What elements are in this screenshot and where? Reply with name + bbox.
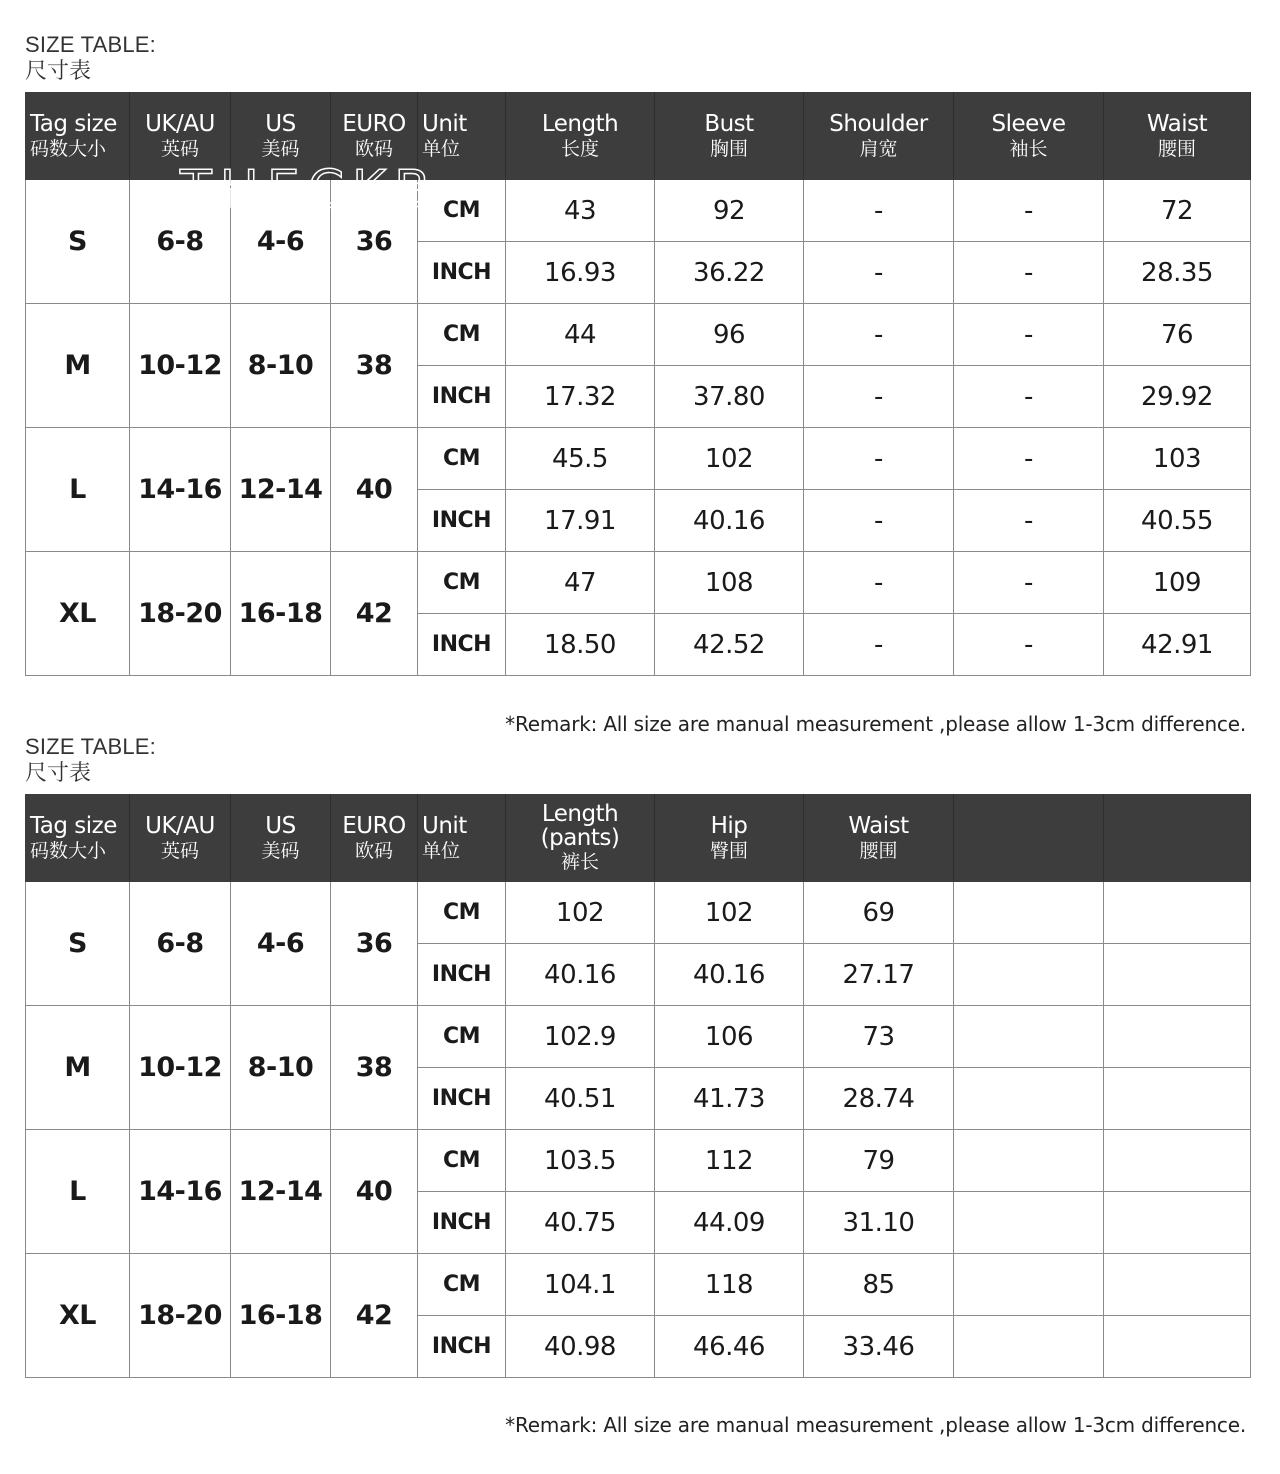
- header-label-en: UK/AU: [145, 813, 215, 839]
- header-label-zh: 腰围: [1157, 138, 1196, 160]
- uk-cell: 6-8: [130, 180, 231, 304]
- header-cell: [954, 93, 1104, 180]
- table-row: [26, 882, 1251, 944]
- remark-1: *Remark: All size are manual measurement ,please allow 1-3cm difference.: [505, 712, 1246, 736]
- us-cell: 12-14: [231, 428, 331, 552]
- value-cell: 46.46: [655, 1316, 804, 1378]
- header-label-en: Length (pants): [540, 801, 620, 851]
- us-cell: 8-10: [231, 1006, 331, 1130]
- value-cell: -: [954, 428, 1104, 490]
- uk-cell: 14-16: [130, 428, 231, 552]
- value-cell: -: [804, 552, 954, 614]
- unit-cell: INCH: [418, 614, 506, 676]
- header-label-zh: 单位: [422, 138, 461, 160]
- value-cell: [954, 1316, 1104, 1378]
- unit-cell: INCH: [418, 242, 506, 304]
- value-cell: 106: [655, 1006, 804, 1068]
- size-table-title-zh: 尺寸表: [25, 59, 92, 84]
- value-cell: [954, 1130, 1104, 1192]
- value-cell: -: [954, 614, 1104, 676]
- header-cell: [804, 795, 954, 882]
- header-cell: [655, 93, 804, 180]
- euro-cell: 42: [331, 552, 418, 676]
- value-cell: 40.16: [655, 944, 804, 1006]
- header-cell: [655, 795, 804, 882]
- header-label-zh: 码数大小: [30, 840, 107, 862]
- unit-cell: INCH: [418, 1316, 506, 1378]
- tag-cell: M: [26, 1006, 130, 1130]
- value-cell: 76: [1104, 304, 1251, 366]
- header-cell: [26, 795, 130, 882]
- tag-cell: M: [26, 304, 130, 428]
- value-cell: 92: [655, 180, 804, 242]
- value-cell: -: [804, 180, 954, 242]
- value-cell: 17.32: [506, 366, 655, 428]
- header-label-zh: 长度: [560, 138, 599, 160]
- unit-cell: CM: [418, 552, 506, 614]
- header-label-zh: 欧码: [354, 840, 393, 862]
- value-cell: -: [954, 490, 1104, 552]
- header-cell: [26, 93, 130, 180]
- tag-cell: L: [26, 1130, 130, 1254]
- uk-cell: 6-8: [130, 882, 231, 1006]
- value-cell: [1104, 1316, 1251, 1378]
- value-cell: 108: [655, 552, 804, 614]
- value-cell: 43: [506, 180, 655, 242]
- value-cell: -: [954, 304, 1104, 366]
- value-cell: [1104, 1130, 1251, 1192]
- size-table-2: [25, 794, 1251, 1378]
- header-label-en: Bust: [704, 111, 754, 137]
- header-cell: [331, 93, 418, 180]
- watermark-logo: THECKB: [180, 160, 438, 220]
- table-row: [26, 428, 1251, 490]
- header-label-zh: 腰围: [859, 840, 898, 862]
- euro-cell: 38: [331, 304, 418, 428]
- header-cell: [506, 795, 655, 882]
- euro-cell: 36: [331, 180, 418, 304]
- value-cell: 44.09: [655, 1192, 804, 1254]
- tag-cell: L: [26, 428, 130, 552]
- tag-cell: S: [26, 882, 130, 1006]
- value-cell: 40.16: [506, 944, 655, 1006]
- value-cell: 41.73: [655, 1068, 804, 1130]
- uk-cell: 10-12: [130, 1006, 231, 1130]
- us-cell: 16-18: [231, 1254, 331, 1378]
- header-label-zh: 胸围: [709, 138, 748, 160]
- table-row: [26, 1006, 1251, 1068]
- header-label-zh: 英码: [160, 840, 199, 862]
- header-cell: [231, 93, 331, 180]
- header-label-en: Shoulder: [829, 111, 928, 137]
- header-cell: [418, 795, 506, 882]
- header-cell: [130, 795, 231, 882]
- value-cell: [954, 1068, 1104, 1130]
- value-cell: 18.50: [506, 614, 655, 676]
- value-cell: [1104, 1254, 1251, 1316]
- unit-cell: INCH: [418, 1068, 506, 1130]
- euro-cell: 36: [331, 882, 418, 1006]
- size-table-title-en: SIZE TABLE:: [25, 734, 156, 759]
- header-label-en: Waist: [1146, 111, 1208, 137]
- euro-cell: 38: [331, 1006, 418, 1130]
- value-cell: 102: [506, 882, 655, 944]
- header-label-zh: 美码: [261, 840, 300, 862]
- value-cell: -: [804, 428, 954, 490]
- value-cell: 42.52: [655, 614, 804, 676]
- value-cell: 40.55: [1104, 490, 1251, 552]
- header-label-zh: 单位: [422, 840, 461, 862]
- header-label-en: EURO: [342, 813, 406, 839]
- value-cell: 42.91: [1104, 614, 1251, 676]
- header-row: [26, 93, 1251, 180]
- uk-cell: 18-20: [130, 552, 231, 676]
- value-cell: 104.1: [506, 1254, 655, 1316]
- value-cell: -: [804, 614, 954, 676]
- header-cell: [1104, 93, 1251, 180]
- header-label-en: Sleeve: [991, 111, 1066, 137]
- header-row: [26, 795, 1251, 882]
- unit-cell: INCH: [418, 366, 506, 428]
- value-cell: 96: [655, 304, 804, 366]
- table-row: [26, 1130, 1251, 1192]
- value-cell: 45.5: [506, 428, 655, 490]
- value-cell: [1104, 1192, 1251, 1254]
- value-cell: 40.98: [506, 1316, 655, 1378]
- header-cell: [954, 795, 1104, 882]
- value-cell: 79: [804, 1130, 954, 1192]
- value-cell: 27.17: [804, 944, 954, 1006]
- header-cell: [804, 93, 954, 180]
- value-cell: 102.9: [506, 1006, 655, 1068]
- header-cell: [130, 93, 231, 180]
- value-cell: 33.46: [804, 1316, 954, 1378]
- header-label-en: Unit: [422, 813, 467, 839]
- unit-cell: INCH: [418, 944, 506, 1006]
- value-cell: 29.92: [1104, 366, 1251, 428]
- header-label-zh: 欧码: [354, 138, 393, 160]
- header-cell: [331, 795, 418, 882]
- header-label-en: EURO: [342, 111, 406, 137]
- unit-cell: CM: [418, 428, 506, 490]
- us-cell: 8-10: [231, 304, 331, 428]
- value-cell: -: [954, 366, 1104, 428]
- value-cell: 112: [655, 1130, 804, 1192]
- unit-cell: INCH: [418, 490, 506, 552]
- header-label-en: Length: [541, 111, 619, 137]
- tag-cell: S: [26, 180, 130, 304]
- header-label-zh: 肩宽: [859, 138, 898, 160]
- value-cell: 40.16: [655, 490, 804, 552]
- value-cell: 103.5: [506, 1130, 655, 1192]
- value-cell: 72: [1104, 180, 1251, 242]
- size-table-1-block: [25, 32, 1250, 676]
- unit-cell: CM: [418, 1254, 506, 1316]
- euro-cell: 40: [331, 1130, 418, 1254]
- header-label-en: UK/AU: [145, 111, 215, 137]
- value-cell: -: [804, 490, 954, 552]
- header-cell: [231, 795, 331, 882]
- header-label-en: Waist: [848, 813, 909, 839]
- value-cell: [954, 1192, 1104, 1254]
- value-cell: [1104, 882, 1251, 944]
- header-label-zh: 英码: [160, 138, 199, 160]
- header-label-en: Hip: [710, 813, 748, 839]
- value-cell: 103: [1104, 428, 1251, 490]
- value-cell: -: [954, 242, 1104, 304]
- value-cell: [954, 882, 1104, 944]
- value-cell: [954, 1254, 1104, 1316]
- header-label-zh: 美码: [261, 138, 300, 160]
- value-cell: 118: [655, 1254, 804, 1316]
- value-cell: 73: [804, 1006, 954, 1068]
- value-cell: 28.74: [804, 1068, 954, 1130]
- value-cell: -: [804, 242, 954, 304]
- us-cell: 12-14: [231, 1130, 331, 1254]
- value-cell: 44: [506, 304, 655, 366]
- value-cell: [1104, 944, 1251, 1006]
- tag-cell: XL: [26, 1254, 130, 1378]
- euro-cell: 40: [331, 428, 418, 552]
- value-cell: 47: [506, 552, 655, 614]
- header-label-zh: 袖长: [1009, 138, 1048, 160]
- unit-cell: CM: [418, 882, 506, 944]
- header-label-zh: 裤长: [560, 851, 599, 873]
- value-cell: -: [804, 366, 954, 428]
- unit-cell: CM: [418, 180, 506, 242]
- header-cell: [418, 93, 506, 180]
- us-cell: 4-6: [231, 882, 331, 1006]
- value-cell: -: [954, 552, 1104, 614]
- us-cell: 4-6: [231, 180, 331, 304]
- header-label-en: Unit: [422, 111, 467, 137]
- value-cell: 36.22: [655, 242, 804, 304]
- size-table-2-block: [25, 734, 1250, 1378]
- size-table-title-en: SIZE TABLE:: [25, 32, 156, 57]
- unit-cell: INCH: [418, 1192, 506, 1254]
- header-label-zh: 码数大小: [30, 138, 107, 160]
- value-cell: 28.35: [1104, 242, 1251, 304]
- value-cell: 40.75: [506, 1192, 655, 1254]
- value-cell: [1104, 1006, 1251, 1068]
- table-row: [26, 304, 1251, 366]
- uk-cell: 14-16: [130, 1130, 231, 1254]
- value-cell: 16.93: [506, 242, 655, 304]
- header-cell: [1104, 795, 1251, 882]
- header-label-zh: 臀围: [709, 840, 748, 862]
- unit-cell: CM: [418, 304, 506, 366]
- table-row: [26, 1254, 1251, 1316]
- size-table-title-zh: 尺寸表: [25, 761, 92, 786]
- table-row: [26, 552, 1251, 614]
- header-cell: [506, 93, 655, 180]
- size-table-1: [25, 92, 1251, 676]
- remark-2: *Remark: All size are manual measurement ,please allow 1-3cm difference.: [505, 1413, 1246, 1437]
- value-cell: [1104, 1068, 1251, 1130]
- value-cell: -: [804, 304, 954, 366]
- unit-cell: CM: [418, 1130, 506, 1192]
- value-cell: 31.10: [804, 1192, 954, 1254]
- us-cell: 16-18: [231, 552, 331, 676]
- value-cell: 69: [804, 882, 954, 944]
- value-cell: 37.80: [655, 366, 804, 428]
- value-cell: 102: [655, 428, 804, 490]
- value-cell: 40.51: [506, 1068, 655, 1130]
- value-cell: [954, 1006, 1104, 1068]
- tag-cell: XL: [26, 552, 130, 676]
- value-cell: -: [954, 180, 1104, 242]
- header-label-en: US: [265, 813, 296, 839]
- value-cell: 17.91: [506, 490, 655, 552]
- table-row: [26, 180, 1251, 242]
- unit-cell: CM: [418, 1006, 506, 1068]
- value-cell: [954, 944, 1104, 1006]
- value-cell: 102: [655, 882, 804, 944]
- header-label-en: Tag size: [30, 111, 117, 137]
- header-label-en: Tag size: [30, 813, 117, 839]
- euro-cell: 42: [331, 1254, 418, 1378]
- uk-cell: 18-20: [130, 1254, 231, 1378]
- value-cell: 109: [1104, 552, 1251, 614]
- value-cell: 85: [804, 1254, 954, 1316]
- header-label-en: US: [265, 111, 296, 137]
- uk-cell: 10-12: [130, 304, 231, 428]
